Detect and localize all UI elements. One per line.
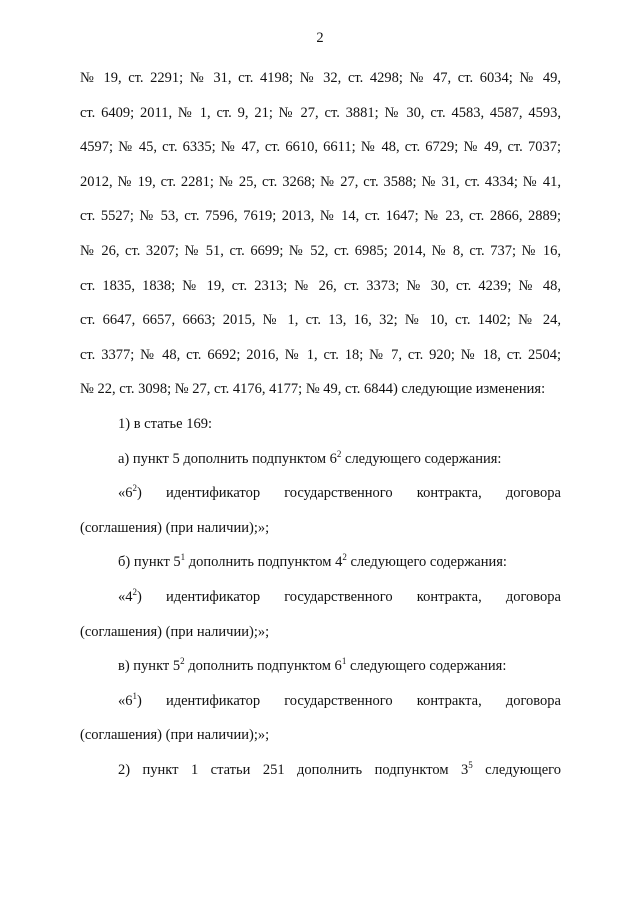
text-line-5: ст. 5527; № 53, ст. 7596, 7619; 2013, № 14, ст. 1647; № 23, ст. 2866, 2889; [80,208,561,225]
page-number: 2 [316,30,324,46]
text-line-15: б) пункт $5^1$ дополнить подпунктом $4^2$ следующего содержания: [118,552,507,571]
text-line-16: «$4^2$) идентификатор государственного контракта, договора [118,586,561,605]
text-line-3: 4597; № 45, ст. 6335; № 47, ст. 6610, 6611; № 48, ст. 6729; № 49, ст. 7037; [80,139,561,156]
text-line-18: в) пункт $5^2$ дополнить подпунктом $6^1$ следующего содержания: [118,656,507,675]
text-line-17: (соглашения) (при наличии);»; [80,623,270,640]
text-line-8: ст. 6647, 6657, 6663; 2015, № 1, ст. 13, 16, 32; № 10, ст. 1402; № 24, [80,312,561,329]
text-line-9: ст. 3377; № 48, ст. 6692; 2016, № 1, ст. 18; № 7, ст. 920; № 18, ст. 2504; [80,346,561,363]
text-line-19: «$6^1$) идентификатор государственного контракта, договора [118,690,561,709]
text-line-14: (соглашения) (при наличии);»; [80,519,270,536]
text-line-13: «$6^2$) идентификатор государственного контракта, договора [118,483,561,502]
text-line-12: а) пункт 5 дополнить подпунктом $6^2$ следующего содержания: [118,448,502,467]
text-line-20: (соглашения) (при наличии);»; [80,727,270,744]
text-line-10: № 22, ст. 3098; № 27, ст. 4176, 4177; № 49, ст. 6844) следующие изменения: [80,381,546,398]
text-line-6: № 26, ст. 3207; № 51, ст. 6699; № 52, ст. 6985; 2014, № 8, ст. 737; № 16, [80,242,561,259]
text-line-4: 2012, № 19, ст. 2281; № 25, ст. 3268; № 27, ст. 3588; № 31, ст. 4334; № 41, [80,173,561,190]
text-line-7: ст. 1835, 1838; № 19, ст. 2313; № 26, ст. 3373; № 30, ст. 4239; № 48, [80,277,561,294]
text-line-2: ст. 6409; 2011, № 1, ст. 9, 21; № 27, ст. 3881; № 30, ст. 4583, 4587, 4593, [80,104,561,121]
text-line-1: № 19, ст. 2291; № 31, ст. 4198; № 32, ст. 4298; № 47, ст. 6034; № 49, [80,70,561,86]
text-line-21: 2) пункт 1 статьи 251 дополнить подпунктом $3^5$ следующего [118,759,561,778]
document-body [80,61,561,787]
text-line-11: 1) в статье 169: [118,415,212,432]
